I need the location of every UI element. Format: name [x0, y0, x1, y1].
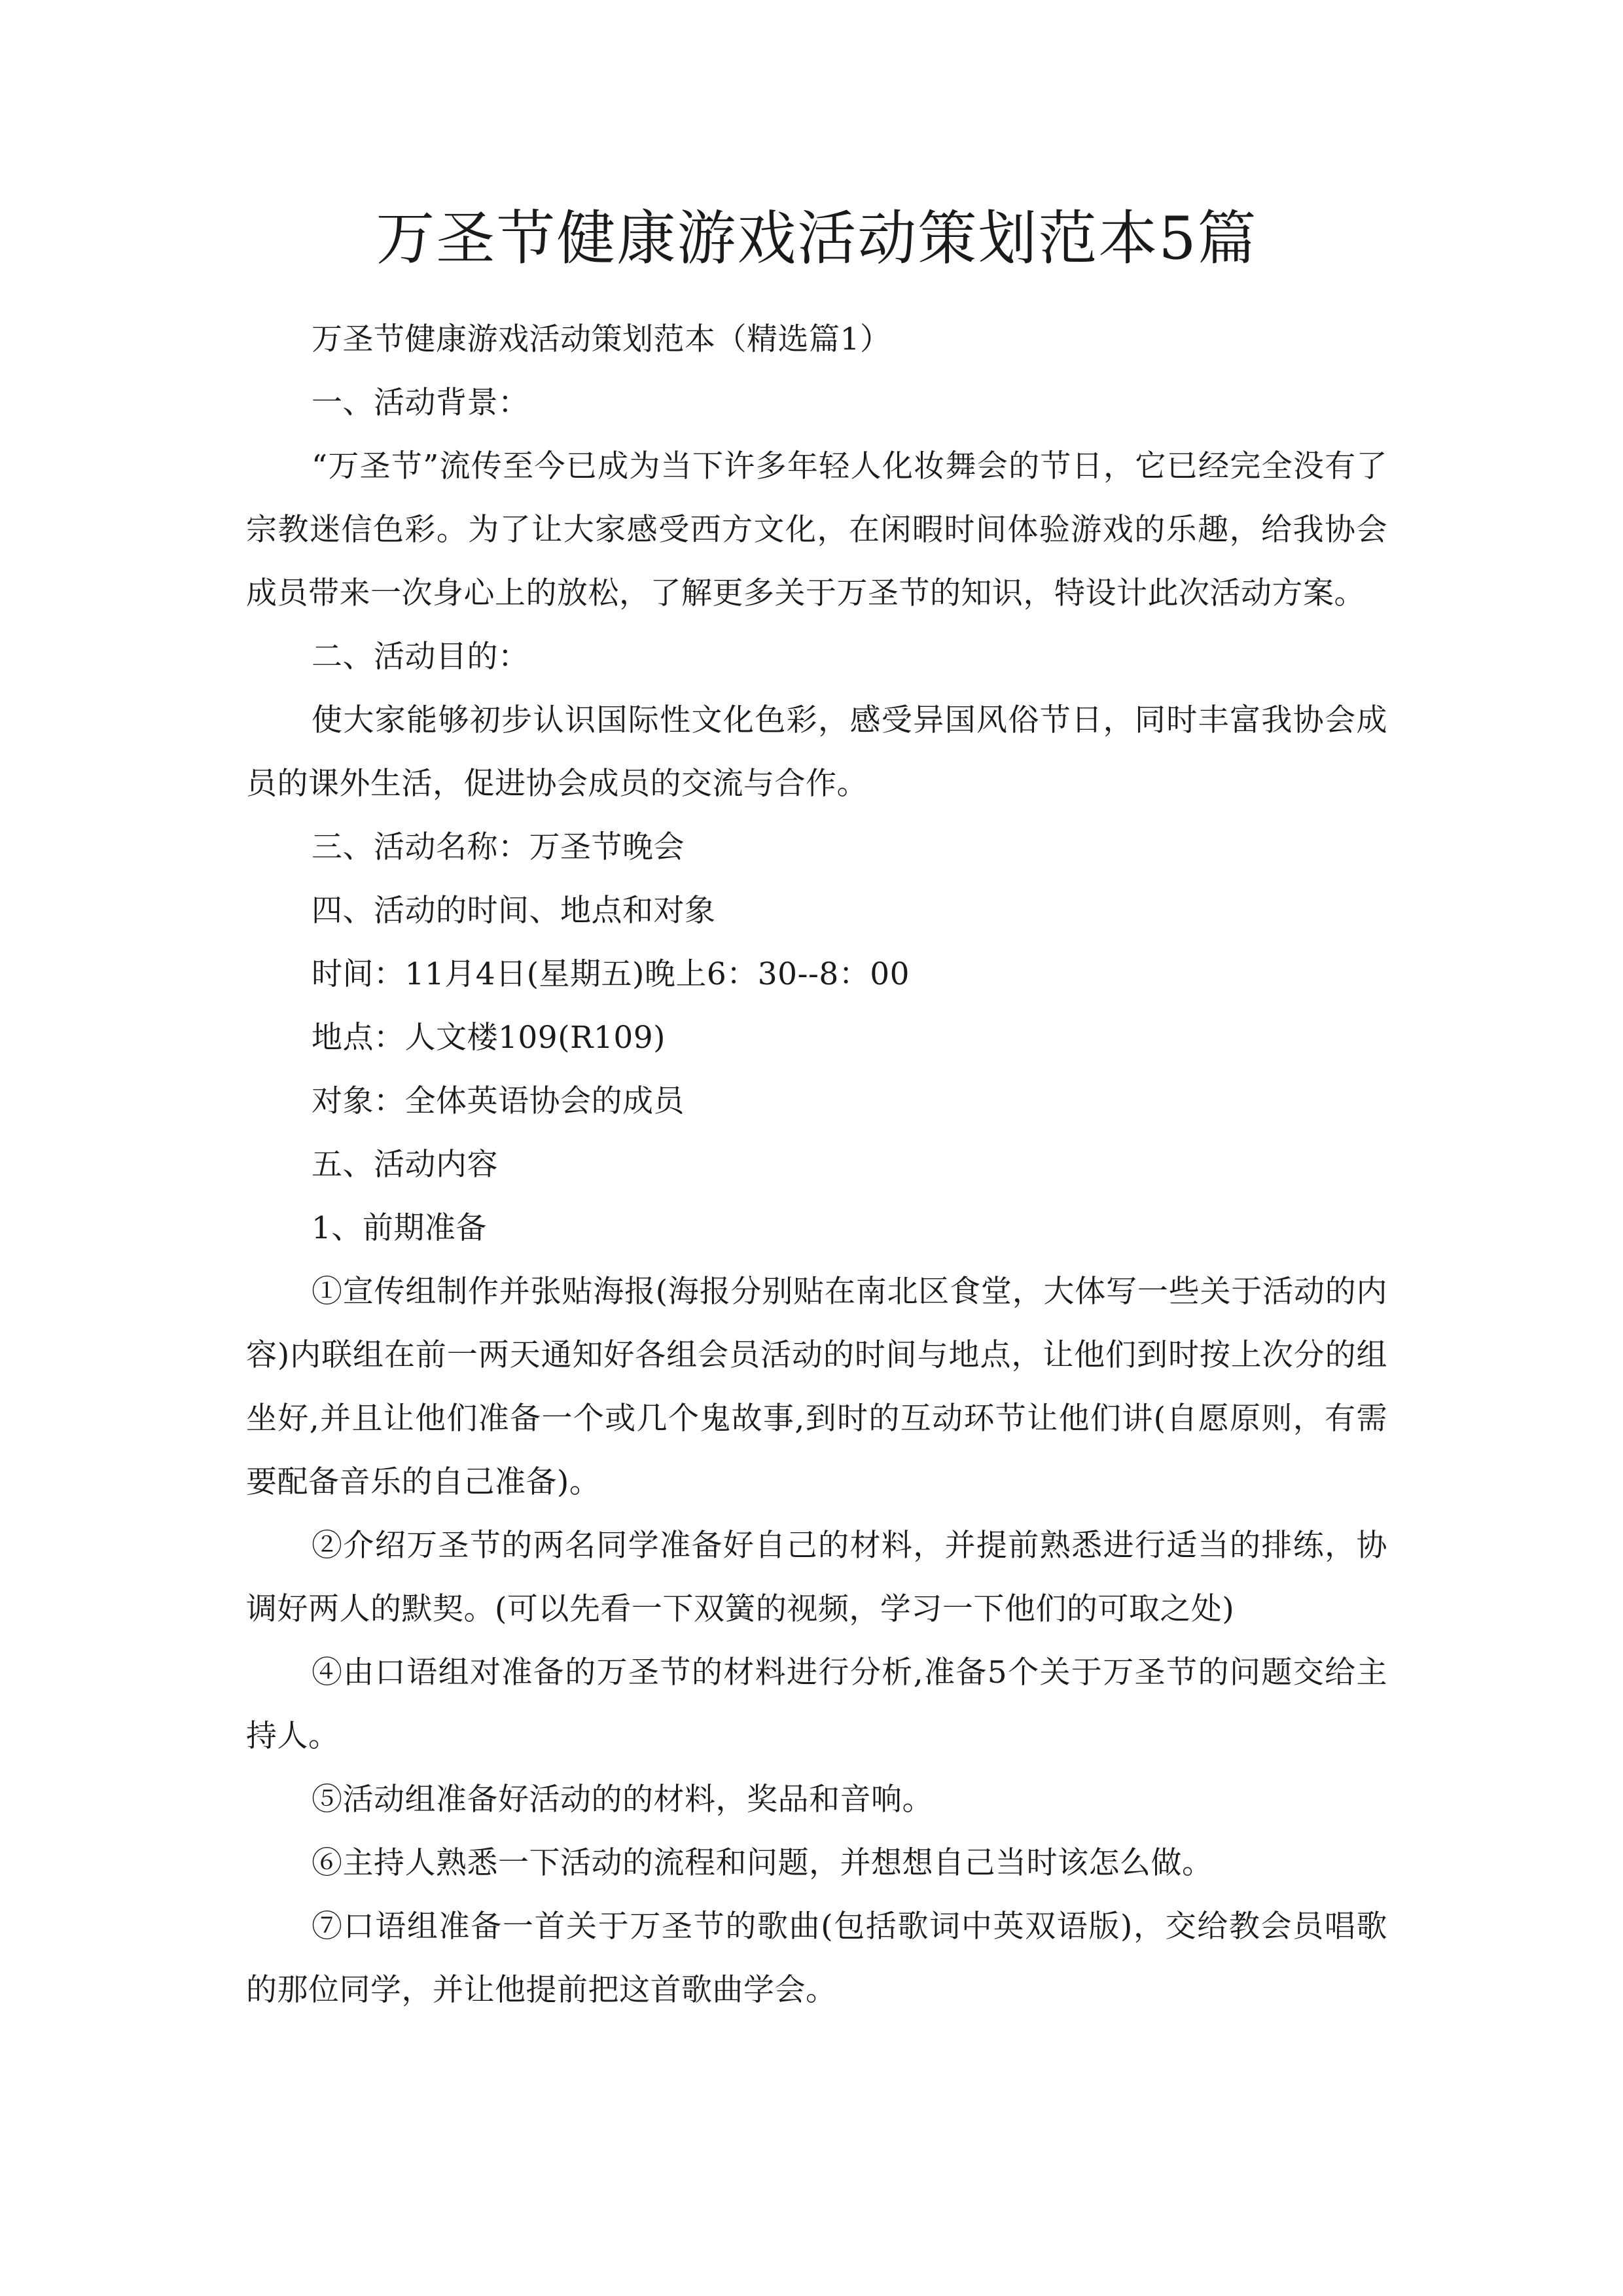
line-place: 地点：人文楼109(R109): [312, 1020, 666, 1056]
heading-name: 三、活动名称：万圣节晚会: [312, 829, 685, 865]
heading-time-place: 四、活动的时间、地点和对象: [312, 893, 716, 929]
paragraph-item-1: ①宣传组制作并张贴海报(海报分别贴在南北区食堂，大体写一些关于活动的内容)内联组在前一两天通知好各组会员活动的时间与地点，让他们到时按上次分的组坐好,并且让他们准备一个或几个鬼故事,到时的互动环节让他们讲(自愿原则，有需要配备音乐的自己准备)。: [246, 1274, 1387, 1500]
paragraph-item-2: ②介绍万圣节的两名同学准备好自己的材料，并提前熟悉进行适当的排练，协调好两人的默契。(可以先看一下双簧的视频，学习一下他们的可取之处): [246, 1528, 1387, 1627]
document-title: 万圣节健康游戏活动策划范本5篇: [376, 204, 1258, 273]
heading-content: 五、活动内容: [312, 1147, 498, 1183]
paragraph-purpose: 使大家能够初步认识国际性文化色彩，感受异国风俗节日，同时丰富我协会成员的课外生活，促进协会成员的交流与合作。: [246, 702, 1387, 802]
paragraph-item-7: ⑦口语组准备一首关于万圣节的歌曲(包括歌词中英双语版)，交给教会员唱歌的那位同学，并让他提前把这首歌曲学会。: [246, 1909, 1387, 2008]
heading-preparation: 1、前期准备: [312, 1210, 487, 1246]
line-audience: 对象：全体英语协会的成员: [312, 1083, 685, 1119]
line-time: 时间：11月4日(星期五)晚上6：30--8：00: [312, 956, 910, 992]
paragraph-item-5: ⑤活动组准备好活动的的材料，奖品和音响。: [312, 1782, 933, 1818]
heading-purpose: 二、活动目的：: [312, 639, 529, 675]
paragraph-item-6: ⑥主持人熟悉一下活动的流程和问题，并想想自己当时该怎么做。: [312, 1845, 1213, 1881]
section-subtitle: 万圣节健康游戏活动策划范本（精选篇1）: [312, 321, 891, 357]
paragraph-item-4: ④由口语组对准备的万圣节的材料进行分析,准备5个关于万圣节的问题交给主持人。: [246, 1655, 1387, 1754]
paragraph-background: “万圣节”流传至今已成为当下许多年轻人化妆舞会的节日，它已经完全没有了宗教迷信色彩。为了让大家感受西方文化，在闲暇时间体验游戏的乐趣，给我协会成员带来一次身心上的放松，了解更多关于万圣节的知识，特设计此次活动方案。: [246, 448, 1387, 611]
heading-background: 一、活动背景：: [312, 385, 529, 421]
